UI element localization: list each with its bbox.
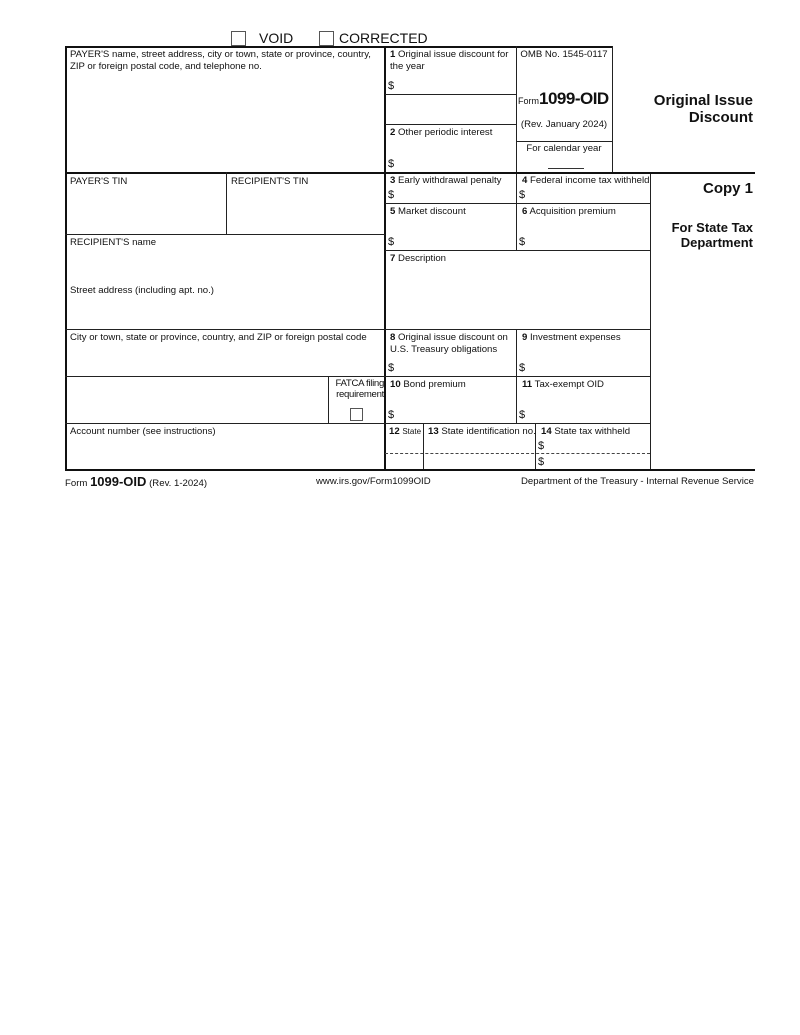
- recipient-tin-label: RECIPIENT'S TIN: [231, 176, 309, 187]
- footer-form-id: Form 1099-OID (Rev. 1-2024): [65, 474, 208, 489]
- box9-dollar[interactable]: $: [519, 362, 526, 374]
- footer-url[interactable]: www.irs.gov/Form1099OID: [316, 476, 431, 487]
- rule: [384, 46, 386, 471]
- omb-number: OMB No. 1545-0117: [520, 49, 608, 60]
- box12-label: 12 State: [389, 426, 422, 437]
- rule: [65, 172, 755, 174]
- box13-label: 13 State identification no.: [428, 426, 536, 437]
- rule: [65, 234, 385, 235]
- box3-dollar[interactable]: $: [388, 189, 395, 201]
- corrected-label: CORRECTED: [339, 30, 428, 46]
- box1-label: 1 Original issue discount for the year: [390, 49, 509, 72]
- box7-label: 7 Description: [390, 253, 447, 264]
- rule: [516, 46, 517, 424]
- recipient-name-label: RECIPIENT'S name: [70, 237, 157, 248]
- void-label: VOID: [259, 30, 294, 46]
- box14-label: 14 State tax withheld: [541, 426, 631, 437]
- corrected-checkbox[interactable]: [319, 31, 334, 46]
- payer-tin-label: PAYER'S TIN: [70, 176, 128, 187]
- copy-label: Copy 1: [702, 180, 753, 197]
- box3-label: 3 Early withdrawal penalty: [390, 175, 502, 186]
- payer-name-label: PAYER'S name, street address, city or town, state or province, country, ZIP or foreign postal code, and telephone no.: [70, 49, 371, 72]
- footer-department: Department of the Treasury - Internal Revenue Service: [520, 476, 754, 487]
- rule: [385, 124, 516, 125]
- rule: [226, 172, 227, 234]
- box6-dollar[interactable]: $: [519, 236, 526, 248]
- box14-dollar-1[interactable]: $: [538, 440, 545, 452]
- rev-date: (Rev. January 2024): [520, 119, 608, 130]
- box11-dollar[interactable]: $: [519, 409, 526, 421]
- rule: [65, 329, 650, 330]
- box2-label: 2 Other periodic interest: [390, 127, 493, 138]
- rule: [65, 469, 755, 471]
- box8-label: 8 Original issue discount on U.S. Treasury obligations: [390, 332, 508, 355]
- fatca-label: FATCA filing requirement: [335, 378, 384, 400]
- form-title: Original Issue Discount: [653, 92, 753, 126]
- rule: [65, 46, 613, 48]
- copy-destination: For State Tax Department: [671, 220, 753, 250]
- account-number-label: Account number (see instructions): [70, 426, 216, 437]
- box7-span: [515, 251, 518, 329]
- fatca-checkbox[interactable]: [350, 408, 363, 421]
- street-address-label: Street address (including apt. no.): [70, 285, 214, 296]
- box10-dollar[interactable]: $: [388, 409, 395, 421]
- rule: [385, 203, 650, 204]
- rule: [650, 172, 651, 470]
- rule: [65, 423, 650, 424]
- rule: [423, 423, 424, 470]
- rule: [65, 46, 67, 471]
- calendar-year-blank[interactable]: [548, 168, 584, 169]
- rule: [385, 94, 516, 95]
- box11-label: 11 Tax-exempt OID: [522, 379, 604, 390]
- box4-label: 4 Federal income tax withheld: [522, 175, 650, 186]
- box14-dollar-2[interactable]: $: [538, 456, 545, 468]
- void-checkbox[interactable]: [231, 31, 246, 46]
- calendar-year-label: For calendar year: [526, 143, 602, 154]
- box10-label: 10 Bond premium: [390, 379, 466, 390]
- city-label: City or town, state or province, country, and ZIP or foreign postal code: [70, 332, 367, 343]
- box1-dollar[interactable]: $: [388, 80, 395, 92]
- rule: [65, 376, 650, 377]
- box4-dollar[interactable]: $: [519, 189, 526, 201]
- box5-label: 5 Market discount: [390, 206, 466, 217]
- dashed-rule: [385, 453, 650, 454]
- rule: [516, 141, 612, 142]
- box5-dollar[interactable]: $: [388, 236, 395, 248]
- box8-dollar[interactable]: $: [388, 362, 395, 374]
- box2-dollar[interactable]: $: [388, 158, 395, 170]
- box6-label: 6 Acquisition premium: [522, 206, 616, 217]
- rule: [612, 46, 613, 172]
- box9-label: 9 Investment expenses: [522, 332, 621, 343]
- form-id: Form1099-OID: [518, 89, 609, 108]
